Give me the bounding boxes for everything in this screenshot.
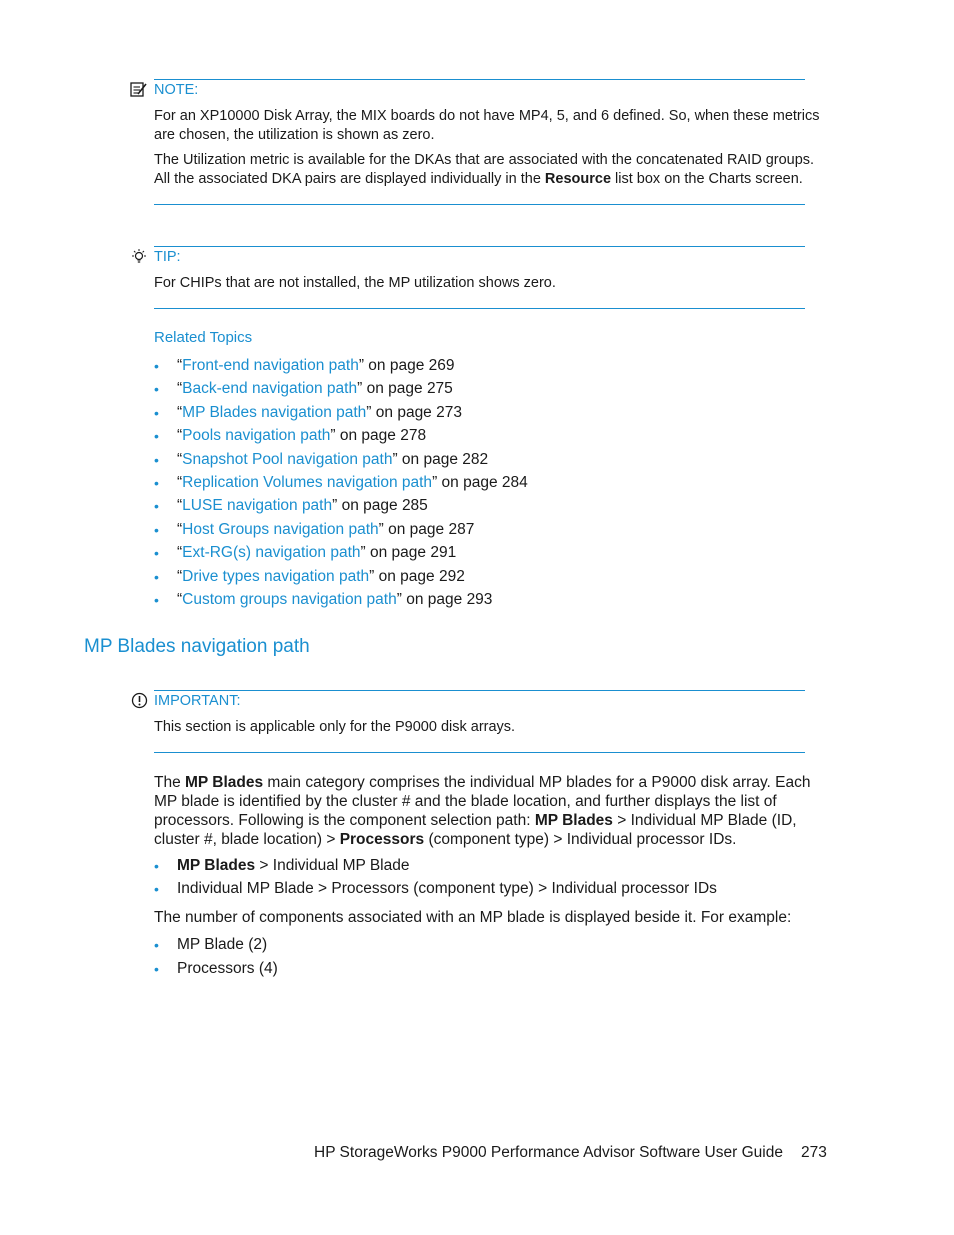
related-topic-page: 293 [466,591,493,608]
list-item: MP Blade (2) [177,936,268,953]
bullet-icon: • [154,858,159,874]
note-bottom-rule [154,204,805,205]
bullet-icon: • [154,545,159,561]
related-topic-link[interactable]: Front-end navigation path [182,357,359,374]
processors-term: Processors [339,831,425,848]
important-text: This section is applicable only for the P9000 disk arrays. [154,719,516,735]
bullet-icon: • [154,428,159,444]
important-label: IMPORTANT: [154,693,241,709]
related-topic-page: 284 [501,474,528,491]
bullet-icon: • [154,569,159,585]
related-topic-page: 275 [426,380,453,397]
tip-bottom-rule [154,308,805,309]
mp-blades-term: MP Blades [534,812,613,829]
related-topic-item: “Snapshot Pool navigation path” on page 282 [177,451,489,468]
related-topic-item: “Ext-RG(s) navigation path” on page 291 [177,544,457,561]
resource-term: Resource [544,171,612,187]
section-heading: MP Blades navigation path [84,636,310,657]
note-label: NOTE: [154,82,199,98]
bullet-icon: • [154,498,159,514]
bullet-icon: • [154,405,159,421]
note-icon [130,82,148,103]
tip-label: TIP: [154,249,181,265]
related-topic-item: “Drive types navigation path” on page 292 [177,568,465,585]
note-paragraph-1: For an XP10000 Disk Array, the MIX boards do not have MP4, 5, and 6 defined. So, when these metrics are chosen, the utilization is shown as zero. [154,108,820,143]
bullet-icon: • [154,381,159,397]
bullet-icon: • [154,881,159,897]
related-topic-item: “Pools navigation path” on page 278 [177,427,427,444]
bullet-icon: • [154,522,159,538]
bullet-icon: • [154,961,159,977]
related-topic-link[interactable]: Pools navigation path [182,427,331,444]
tip-text: For CHIPs that are not installed, the MP utilization shows zero. [154,275,556,291]
bullet-icon: • [154,452,159,468]
important-top-rule [154,690,805,691]
related-topic-page: 291 [430,544,457,561]
related-topic-page: 278 [400,427,427,444]
warning-icon [131,692,148,714]
related-topic-link[interactable]: Replication Volumes navigation path [182,474,433,491]
related-topic-link[interactable]: Ext-RG(s) navigation path [182,544,361,561]
related-topic-page: 282 [462,451,489,468]
list-item: Individual MP Blade > Processors (component type) > Individual processor IDs [177,880,717,897]
body-paragraph-1: The MP Blades main category comprises the individual MP blades for a P9000 disk array. Each MP blade is identified by the cluster # and the blade location, and further displays the list of processors. Following is the component selection path: MP Blades > Individual MP Blade (ID, cluster #, blade location) > Processors (component type) > Individual processor IDs. [154,774,811,848]
related-topic-item: “Replication Volumes navigation path” on page 284 [177,474,528,491]
related-topic-link[interactable]: Custom groups navigation path [182,591,397,608]
related-topic-item: “MP Blades navigation path” on page 273 [177,404,462,421]
related-topic-page: 269 [428,357,455,374]
list-item: Processors (4) [177,960,278,977]
page-number: 273 [801,1144,827,1161]
bullet-icon: • [154,475,159,491]
footer-title: HP StorageWorks P9000 Performance Advisor Software User Guide [314,1144,783,1161]
mp-blades-term: MP Blades [185,774,264,791]
related-topic-page: 292 [438,568,465,585]
note-top-rule [154,79,805,80]
related-topic-item: “LUSE navigation path” on page 285 [177,497,428,514]
important-bottom-rule [154,752,805,753]
related-topic-page: 273 [436,404,462,421]
related-topic-link[interactable]: LUSE navigation path [182,497,333,514]
related-topic-page: 285 [401,497,428,514]
related-topic-link[interactable]: Host Groups navigation path [182,521,379,538]
related-topic-item: “Custom groups navigation path” on page 293 [177,591,493,608]
body-paragraph-2: The number of components associated with an MP blade is displayed beside it. For example: [154,909,792,926]
related-topic-page: 287 [448,521,475,538]
tip-top-rule [154,246,805,247]
bullet-icon: • [154,358,159,374]
related-topics-heading: Related Topics [154,329,253,346]
related-topic-link[interactable]: Back-end navigation path [182,380,358,397]
related-topic-item: “Host Groups navigation path” on page 287 [177,521,475,538]
lightbulb-icon [130,248,148,271]
bullet-icon: • [154,937,159,953]
related-topic-item: “Front-end navigation path” on page 269 [177,357,455,374]
related-topic-link[interactable]: MP Blades navigation path [182,404,367,421]
related-topic-link[interactable]: Snapshot Pool navigation path [182,451,393,468]
bullet-icon: • [154,592,159,608]
list-item: MP Blades > Individual MP Blade [177,857,410,874]
related-topic-link[interactable]: Drive types navigation path [182,568,370,585]
note-paragraph-2: The Utilization metric is available for the DKAs that are associated with the concatenated RAID groups. All the associated DKA pairs are displayed individually in the Resource list box on the Charts screen. [154,152,815,187]
related-topic-item: “Back-end navigation path” on page 275 [177,380,453,397]
